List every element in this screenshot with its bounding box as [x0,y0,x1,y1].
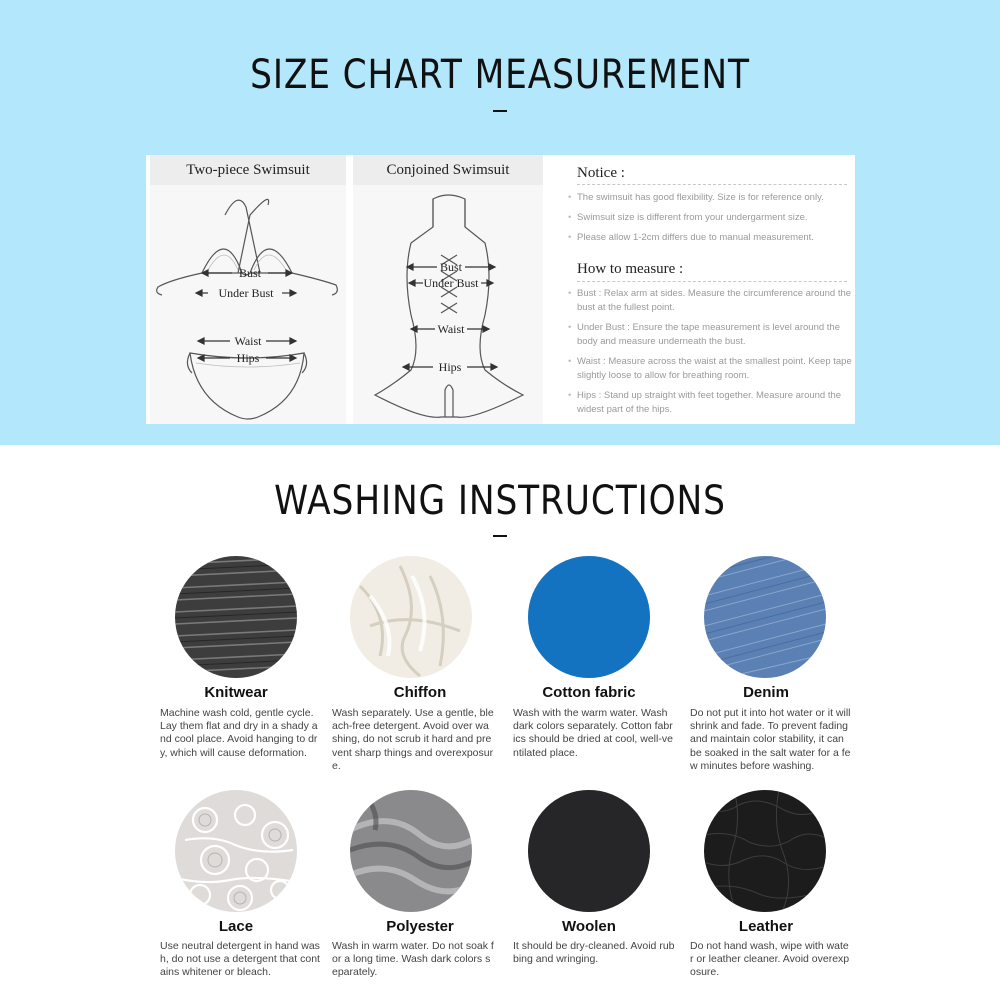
notice-panel [554,155,854,424]
chiffon-swatch-icon [350,556,472,678]
polyester-swatch-icon [350,790,472,912]
fabric-name: Cotton fabric [542,684,636,701]
fabric-care-text: Do not hand wash, wipe with water or leather cleaner. Avoid overexposure. [690,940,850,979]
washing-instructions-title: WASHING INSTRUCTIONS [274,478,726,524]
fabric-care-text: Do not put it into hot water or it will shrink and fade. To prevent fading and maintain color stability, it can be soaked in the salt water for a few minutes before washing. [690,707,851,772]
fabric-name: Leather [738,918,794,935]
notice-title: Notice : [577,165,625,181]
fabric-care-text: Use neutral detergent in hand wash, do not use a detergent that contains whitener or bleach. [160,940,320,979]
fabric-name: Lace [218,918,254,935]
fabric-care-text: Machine wash cold, gentle cycle. Lay them flat and dry in a shady and cool place. Avoid hanging to dry, which will cause deformation. [160,707,318,759]
how-to-item: • Waist : Measure across the waist at the smallest point. Keep tape slightly loose to allow for breathing room. [566,355,856,382]
notice-item: • Please allow 1-2cm differs due to manual measurement. [566,231,856,245]
title-underline [493,110,507,112]
size-chart-title: SIZE CHART MEASUREMENT [250,52,750,98]
notice-item: • Swimsuit size is different from your undergarment size. [566,211,856,225]
fabric-name: Chiffon [393,684,447,701]
conjoined-diagram-icon [353,185,543,424]
two-piece-waist-label: Waist [234,334,262,348]
conjoined-hips-label: Hips [438,360,462,374]
fabric-care-text: Wash with the warm water. Wash dark colors separately. Cotton fabrics should be dried at cool, well-ventilated place. [513,707,673,759]
cotton-swatch-icon [528,556,650,678]
two-piece-column [150,155,346,424]
lace-swatch-icon [175,790,297,912]
conjoined-bust-label: Bust [439,260,463,274]
two-piece-hips-label: Hips [236,351,260,365]
conjoined-under-bust-label: Under Bust [423,276,479,290]
two-piece-title: Two-piece Swimsuit [150,155,346,185]
fabric-care-text: Wash separately. Use a gentle, bleach-free detergent. Avoid over washing, do not scrub it hard and prevent sharp things and overexposure. [332,707,494,772]
conjoined-waist-label: Waist [437,322,465,336]
fabric-care-text: Wash in warm water. Do not soak for a long time. Wash dark colors separately. [332,940,494,979]
fabric-name: Polyester [386,918,454,935]
two-piece-under-bust-label: Under Bust [218,286,274,300]
fabric-name: Woolen [562,918,616,935]
title-underline [493,535,507,537]
how-to-divider [577,281,847,282]
woolen-swatch-icon [528,790,650,912]
fabric-name: Denim [743,684,789,701]
knitwear-swatch-icon [175,556,297,678]
fabric-name: Knitwear [204,684,268,701]
conjoined-column [353,155,543,424]
how-to-item: • Hips : Stand up straight with feet together. Measure around the widest part of the hips. [566,389,856,416]
how-to-item: • Under Bust : Ensure the tape measurement is level around the body and measure underneath the bust. [566,321,856,348]
how-to-item: • Bust : Relax arm at sides. Measure the circumference around the bust at the fullest point. [566,287,856,314]
denim-swatch-icon [704,556,826,678]
notice-divider [577,184,847,185]
fabric-care-text: It should be dry-cleaned. Avoid rubbing and wringing. [513,940,675,966]
size-chart-panel [146,155,855,424]
how-to-measure-title: How to measure : [577,261,684,277]
notice-item: • The swimsuit has good flexibility. Size is for reference only. [566,191,856,205]
conjoined-title: Conjoined Swimsuit [353,155,543,185]
two-piece-diagram-icon [150,185,346,424]
two-piece-bust-label: Bust [238,266,262,280]
leather-swatch-icon [704,790,826,912]
